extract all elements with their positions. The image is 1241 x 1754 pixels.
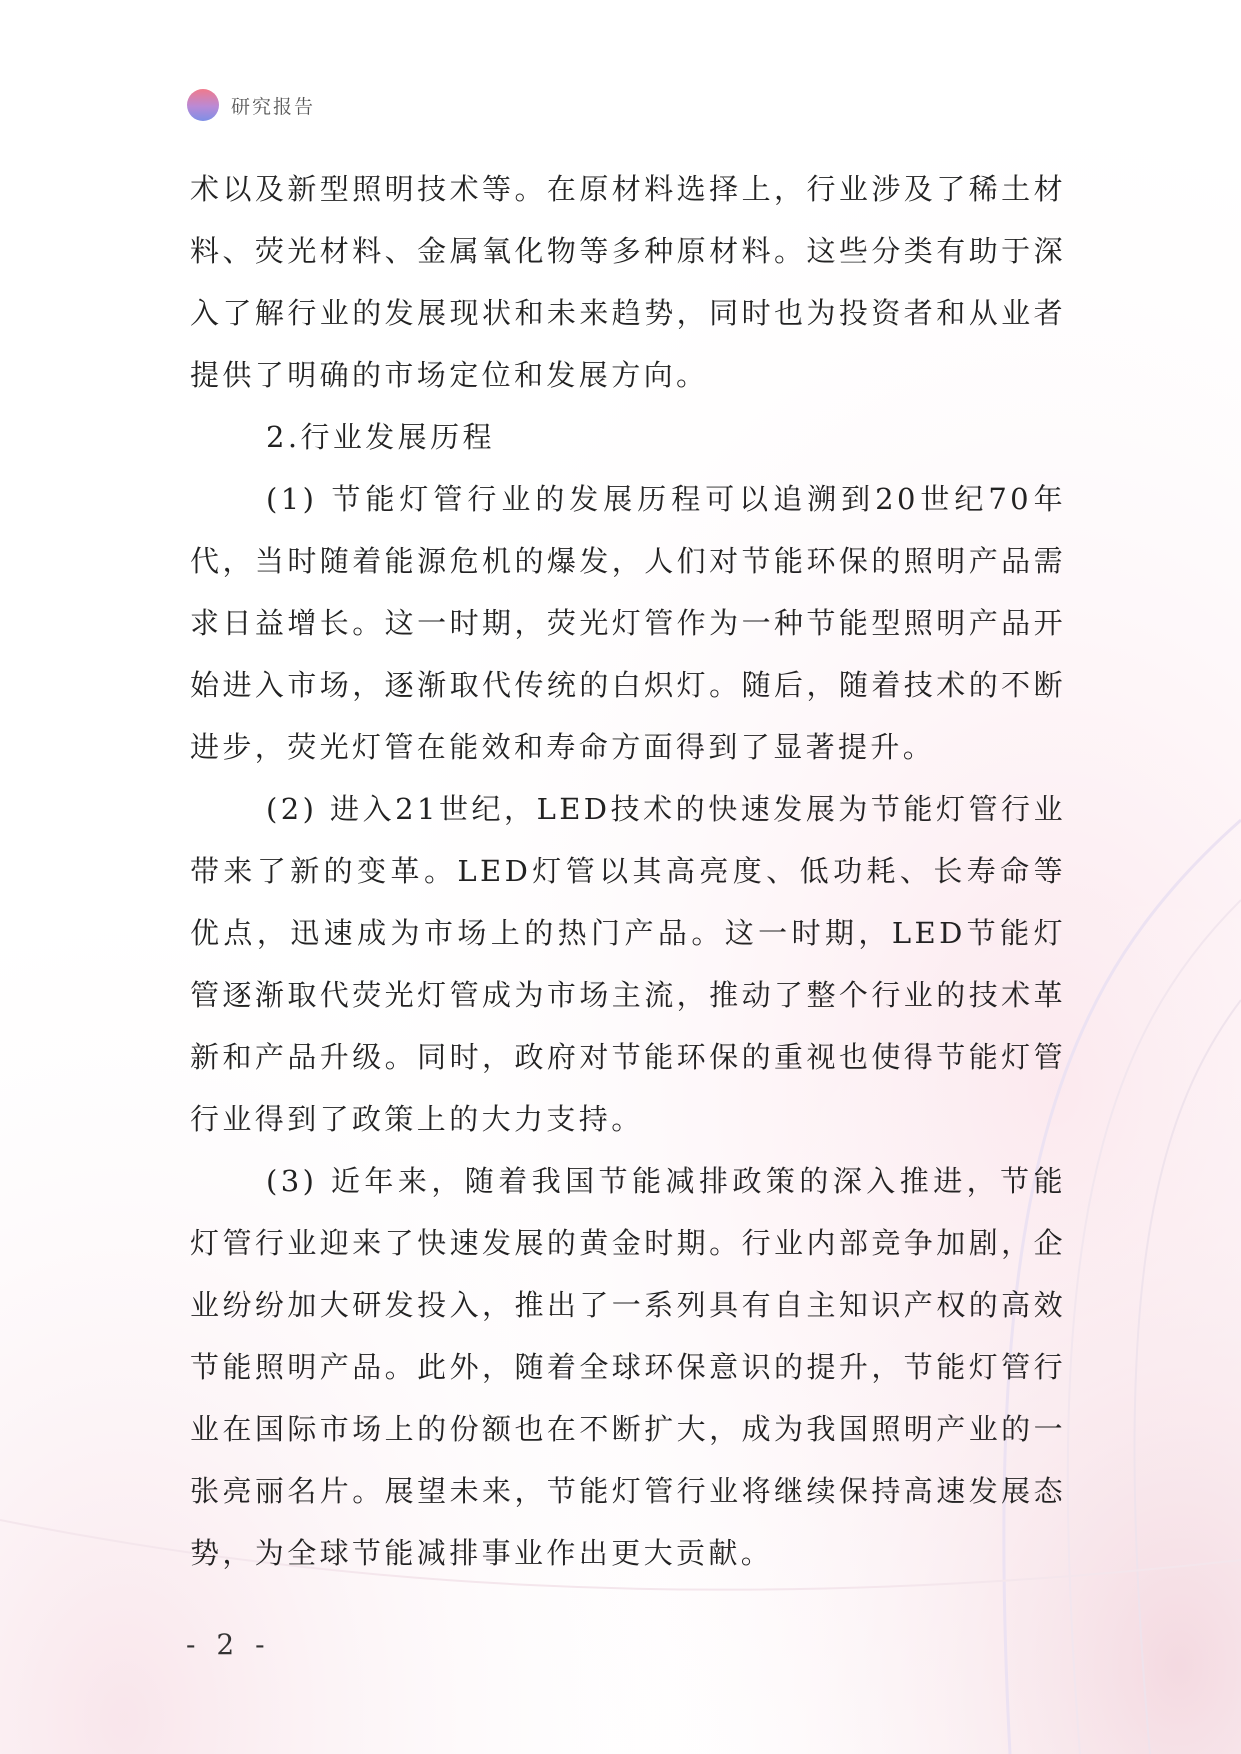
report-header (187, 88, 315, 122)
intro-continuation-paragraph: 术以及新型照明技术等。在原材料选择上，行业涉及了稀土材料、荧光材料、金属氧化物等多种原材料。这些分类有助于深入了解行业的发展现状和未来趋势，同时也为投资者和从业者提供了明确的市场定位和发展方向。 (190, 172, 1066, 392)
document-body (190, 158, 1066, 1584)
header-label: 研究报告 (231, 95, 316, 118)
history-paragraph-1: (1) 节能灯管行业的发展历程可以追溯到20世纪70年代，当时随着能源危机的爆发，人们对节能环保的照明产品需求日益增长。这一时期，荧光灯管作为一种节能型照明产品开始进入市场，逐渐取代传统的白炽灯。随后，随着技术的不断进步，荧光灯管在能效和寿命方面得到了显著提升。 (190, 482, 1066, 764)
report-logo-icon (187, 89, 219, 121)
history-paragraph-2: (2) 进入21世纪，LED技术的快速发展为节能灯管行业带来了新的变革。LED灯管以其高亮度、低功耗、长寿命等优点，迅速成为市场上的热门产品。这一时期，LED节能灯管逐渐取代荧光灯管成为市场主流，推动了整个行业的技术革新和产品升级。同时，政府对节能环保的重视也使得节能灯管行业得到了政策上的大力支持。 (190, 792, 1066, 1136)
page-number: - 2 - (186, 1628, 271, 1661)
history-paragraph-3: (3) 近年来，随着我国节能减排政策的深入推进，节能灯管行业迎来了快速发展的黄金时期。行业内部竞争加剧，企业纷纷加大研发投入，推出了一系列具有自主知识产权的高效节能照明产品。此外，随着全球环保意识的提升，节能灯管行业在国际市场上的份额也在不断扩大，成为我国照明产业的一张亮丽名片。展望未来，节能灯管行业将继续保持高速发展态势，为全球节能减排事业作出更大贡献。 (190, 1164, 1066, 1570)
section-heading: 2.行业发展历程 (266, 420, 495, 454)
